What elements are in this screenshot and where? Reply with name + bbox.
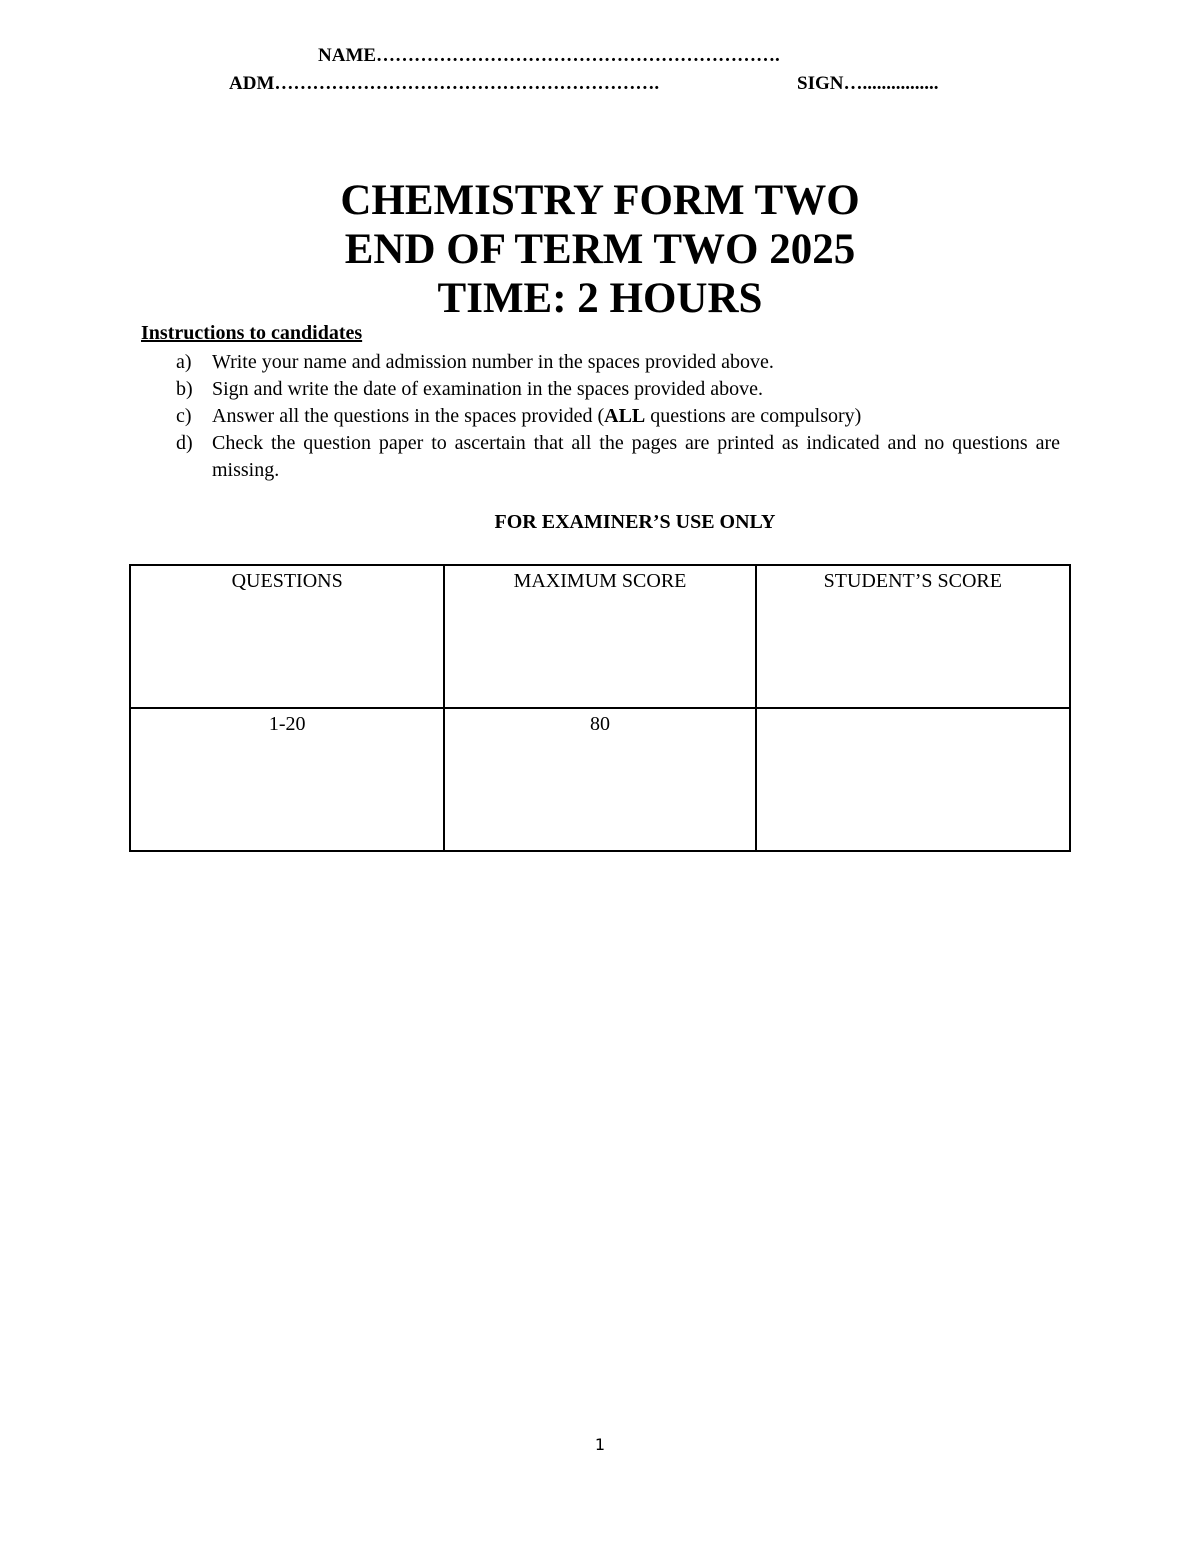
instruction-text-bold: ALL (604, 405, 646, 427)
page-number: 1 (594, 1435, 606, 1454)
cell-max-score: 80 (444, 708, 755, 851)
examiner-use-heading: FOR EXAMINER’S USE ONLY (494, 511, 776, 533)
instruction-text: Sign and write the date of examination in the spaces provided above. (212, 378, 763, 400)
instruction-text (212, 403, 1060, 430)
score-table (129, 564, 1071, 852)
instruction-item (176, 376, 1060, 403)
instruction-letter: d) (176, 432, 193, 454)
cell-student-score (756, 708, 1070, 851)
sign-field-line: SIGN…................ (797, 73, 939, 94)
instruction-text: Check the question paper to ascertain that all the pages are printed as indicated and no questions are missing. (212, 432, 1060, 481)
title-subject: CHEMISTRY FORM TWO (340, 177, 860, 224)
instruction-text: Write your name and admission number in the spaces provided above. (212, 351, 774, 373)
instruction-item (176, 403, 1060, 430)
column-header-max-score: MAXIMUM SCORE (444, 565, 755, 708)
title-term: END OF TERM TWO 2025 (344, 226, 856, 273)
instruction-item (176, 430, 1060, 484)
column-header-questions: QUESTIONS (130, 565, 444, 708)
instruction-letter: b) (176, 378, 193, 400)
instruction-letter: a) (176, 351, 192, 373)
adm-field-line: ADM……………………………………………………. (229, 73, 660, 94)
column-header-student-score: STUDENT’S SCORE (756, 565, 1070, 708)
instruction-letter: c) (176, 405, 192, 427)
instruction-text-before: Answer all the questions in the spaces provided ( (212, 405, 605, 427)
table-header-row (130, 565, 1070, 708)
instruction-text-after: questions are compulsory) (645, 405, 862, 427)
table-row (130, 708, 1070, 851)
cell-questions: 1-20 (130, 708, 444, 851)
title-time: TIME: 2 HOURS (437, 275, 763, 322)
instructions-list (176, 349, 1060, 484)
instructions-heading: Instructions to candidates (141, 322, 363, 344)
instruction-item (176, 349, 1060, 376)
name-field-line: NAME………………………………………………………. (318, 45, 780, 66)
exam-title (0, 176, 1200, 323)
